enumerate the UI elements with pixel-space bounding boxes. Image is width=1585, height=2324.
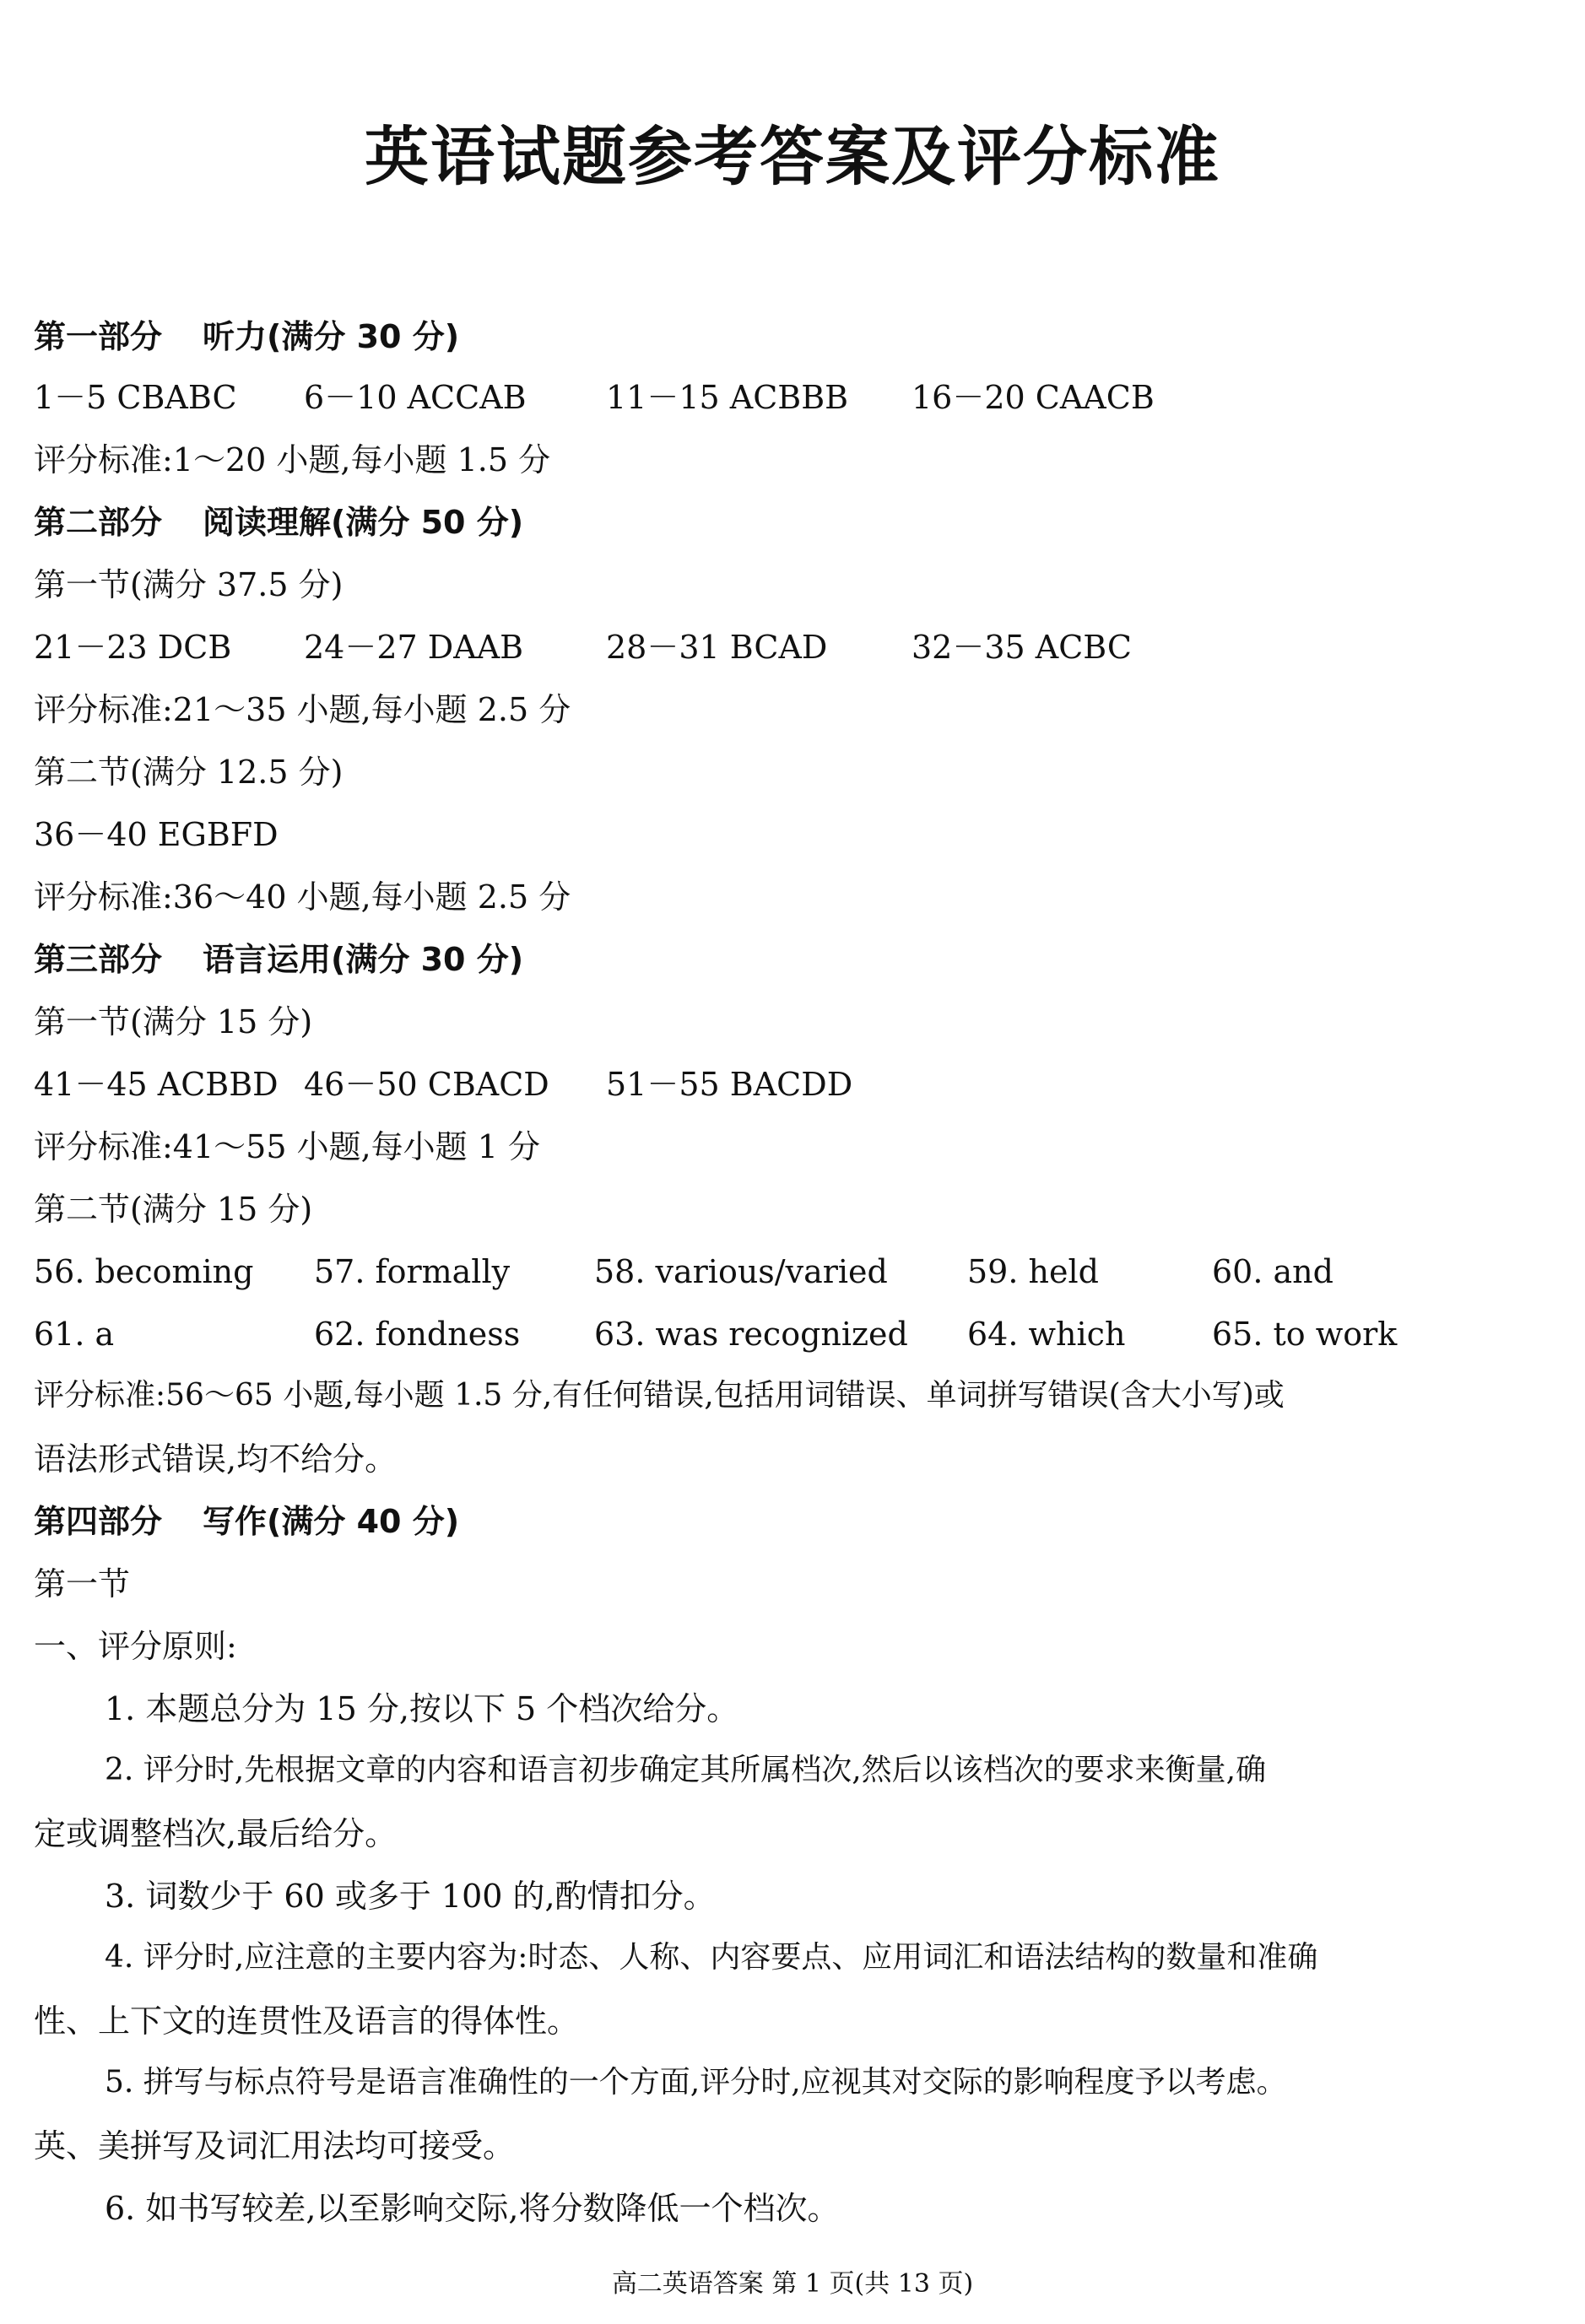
part2-sec2-answer-group: 36－40 EGBFD [34, 816, 279, 853]
part1-heading [34, 318, 460, 355]
fill-in-answer: 58. various/varied [594, 1253, 888, 1290]
part4-sec1-title: 第一节 [34, 1565, 131, 1602]
fill-in-answer: 62. fondness [314, 1316, 521, 1353]
part2-label: 第二部分 [34, 504, 163, 541]
part2-sec2-title: 第二节(满分 12.5 分) [34, 754, 344, 791]
principle-item: 1. 本题总分为 15 分,按以下 5 个档次给分。 [105, 1690, 739, 1727]
part2-answer-group: 24－27 DAAB [304, 629, 524, 666]
part1-answer-group: 6－10 ACCAB [304, 379, 527, 416]
principle-item: 3. 词数少于 60 或多于 100 的,酌情扣分。 [105, 1878, 716, 1915]
fill-in-answer: 59. held [967, 1253, 1099, 1290]
fill-in-answer: 57. formally [314, 1253, 511, 1290]
part1-answer-group: 16－20 CAACB [912, 379, 1155, 416]
fill-in-answer: 60. and [1212, 1253, 1333, 1290]
fill-in-answer: 56. becoming [34, 1253, 254, 1290]
part2-title: 阅读理解(满分 50 分) [203, 504, 524, 541]
fill-in-answer: 63. was recognized [594, 1316, 908, 1353]
page-title: 英语试题参考答案及评分标准 [365, 119, 1220, 194]
part2-answer-group: 21－23 DCB [34, 629, 232, 666]
principle-item: 2. 评分时,先根据文章的内容和语言初步确定其所属档次,然后以该档次的要求来衡量,确 [105, 1753, 1267, 1787]
part1-standard: 评分标准:1～20 小题,每小题 1.5 分 [34, 441, 551, 478]
principle-item: 4. 评分时,应注意的主要内容为:时态、人称、内容要点、应用词汇和语法结构的数量和准确 [105, 1940, 1318, 1975]
fill-in-answer: 64. which [967, 1316, 1126, 1353]
part2-sec1-standard: 评分标准:21～35 小题,每小题 2.5 分 [34, 691, 571, 728]
fill-in-answer: 61. a [34, 1316, 115, 1353]
page-footer: 高二英语答案 第 1 页(共 13 页) [611, 2269, 974, 2299]
part3-sec1-title: 第一节(满分 15 分) [34, 1003, 313, 1040]
part2-sec2-standard: 评分标准:36～40 小题,每小题 2.5 分 [34, 878, 571, 916]
part3-sec2-standard-line2: 语法形式错误,均不给分。 [34, 1440, 398, 1478]
part3-title: 语言运用(满分 30 分) [203, 941, 524, 978]
part3-sec1-standard: 评分标准:41～55 小题,每小题 1 分 [34, 1128, 541, 1165]
part3-answer-group: 46－50 CBACD [304, 1066, 549, 1103]
principle-item-continuation: 英、美拼写及词汇用法均可接受。 [34, 2127, 516, 2165]
fill-in-answer: 65. to work [1212, 1316, 1398, 1353]
part1-label: 第一部分 [34, 318, 163, 355]
part4-label: 第四部分 [34, 1503, 163, 1540]
part4-heading [34, 1505, 459, 1538]
part1-answer-group: 1－5 CBABC [34, 379, 237, 416]
principle-item-continuation: 定或调整档次,最后给分。 [34, 1815, 398, 1852]
part3-sec2-title: 第二节(满分 15 分) [34, 1191, 313, 1228]
part3-label: 第三部分 [34, 941, 163, 978]
part1-title: 听力(满分 30 分) [203, 318, 460, 355]
part2-heading [34, 504, 524, 541]
principle-item-continuation: 性、上下文的连贯性及语言的得体性。 [34, 2002, 580, 2040]
part3-heading [34, 943, 523, 976]
part1-answer-group: 11－15 ACBBB [606, 379, 849, 416]
part2-answer-group: 32－35 ACBC [912, 629, 1133, 666]
part4-title: 写作(满分 40 分) [203, 1503, 460, 1540]
part3-answer-group: 51－55 BACDD [606, 1066, 853, 1103]
part3-sec2-standard-line1: 评分标准:56～65 小题,每小题 1.5 分,有任何错误,包括用词错误、单词拼写错误(含大小写)或 [34, 1378, 1285, 1413]
principle-item: 5. 拼写与标点符号是语言准确性的一个方面,评分时,应视其对交际的影响程度予以考虑。 [105, 2065, 1287, 2100]
part2-sec1-title: 第一节(满分 37.5 分) [34, 566, 344, 603]
part2-answer-group: 28－31 BCAD [606, 629, 828, 666]
part3-answer-group: 41－45 ACBBD [34, 1066, 279, 1103]
principle-item: 6. 如书写较差,以至影响交际,将分数降低一个档次。 [105, 2190, 840, 2227]
principles-title: 一、评分原则: [34, 1628, 237, 1665]
